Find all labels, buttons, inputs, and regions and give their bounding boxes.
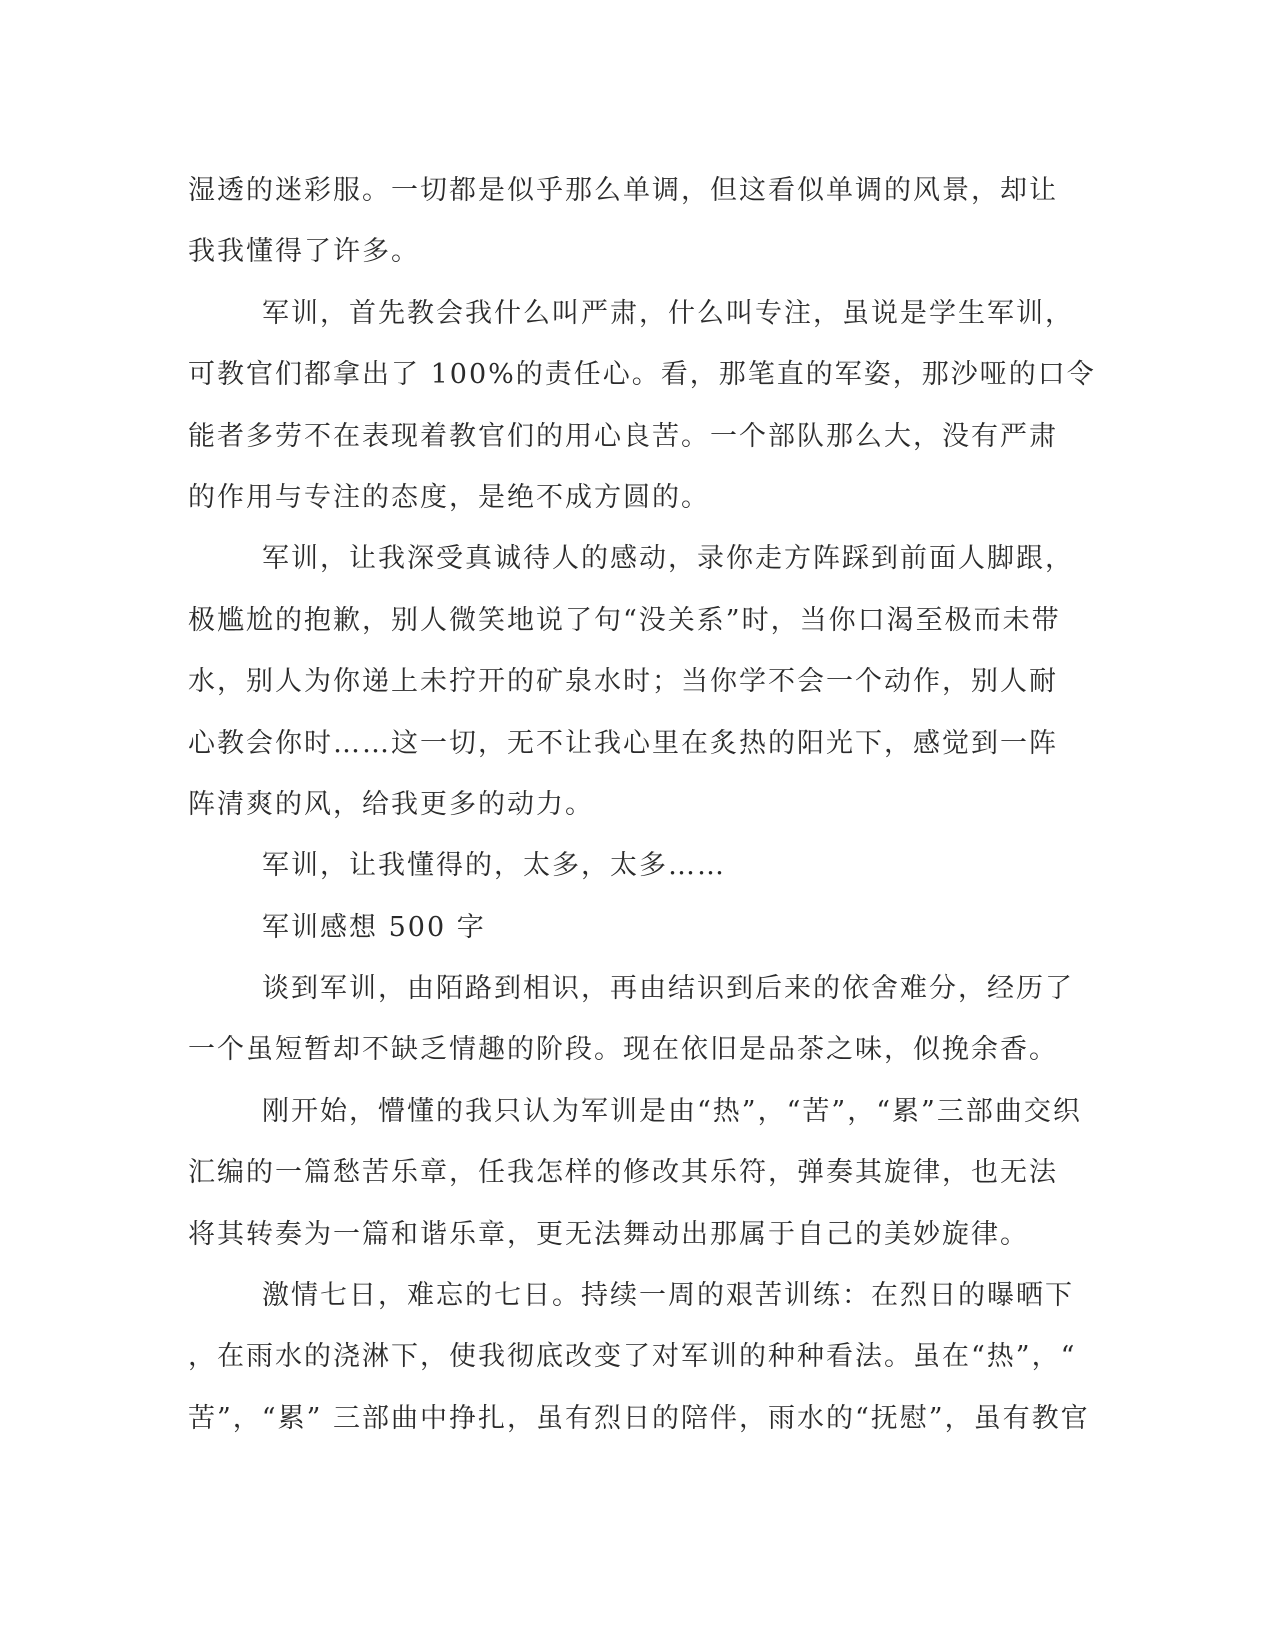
text-line-5: 能者多劳不在表现着教官们的用心良苦。一个部队那么大，没有严肃 xyxy=(188,420,1058,452)
text-line-16: 刚开始，懵懂的我只认为军训是由“热”，“苦”，“累”三部曲交织 xyxy=(262,1095,1082,1127)
text-line-3: 军训，首先教会我什么叫严肃，什么叫专注，虽说是学生军训， xyxy=(262,297,1074,329)
text-line-8: 极尴尬的抱歉，别人微笑地说了句“没关系”时，当你口渴至极而未带 xyxy=(188,604,1061,636)
text-line-21: 苦”，“累” 三部曲中挣扎，虽有烈日的陪伴，雨水的“抚慰”，虽有教官 xyxy=(188,1402,1090,1434)
text-line-15: 一个虽短暂却不缺乏情趣的阶段。现在依旧是品茶之味，似挽余香。 xyxy=(188,1034,1058,1066)
text-line-11: 阵清爽的风，给我更多的动力。 xyxy=(188,788,594,820)
text-line-2: 我我懂得了许多。 xyxy=(188,236,420,268)
text-line-9: 水，别人为你递上未拧开的矿泉水时；当你学不会一个动作，别人耐 xyxy=(188,666,1058,698)
text-line-18: 将其转奏为一篇和谐乐章，更无法舞动出那属于自己的美妙旋律。 xyxy=(188,1218,1029,1250)
text-line-6: 的作用与专注的态度，是绝不成方圆的。 xyxy=(188,481,710,513)
text-line-20: ，在雨水的浇淋下，使我彻底改变了对军训的种种看法。虽在“热”，“ xyxy=(188,1341,1077,1373)
text-line-19: 激情七日，难忘的七日。持续一周的艰苦训练：在烈日的曝晒下 xyxy=(262,1280,1074,1312)
text-line-4: 可教官们都拿出了 100%的责任心。看，那笔直的军姿，那沙哑的口令 xyxy=(188,359,1096,391)
text-line-7: 军训，让我深受真诚待人的感动，录你走方阵踩到前面人脚跟， xyxy=(262,543,1074,575)
text-line-10: 心教会你时……这一切，无不让我心里在炙热的阳光下，感觉到一阵 xyxy=(188,727,1058,759)
text-line-12: 军训，让我懂得的，太多，太多…… xyxy=(262,850,726,882)
text-line-14: 谈到军训，由陌路到相识，再由结识到后来的依舍难分，经历了 xyxy=(262,973,1074,1005)
text-line-17: 汇编的一篇愁苦乐章，任我怎样的修改其乐符，弹奏其旋律，也无法 xyxy=(188,1157,1058,1189)
section-heading: 军训感想 500 字 xyxy=(262,911,486,943)
text-line-1: 湿透的迷彩服。一切都是似乎那么单调，但这看似单调的风景，却让 xyxy=(188,175,1058,206)
document-body xyxy=(188,160,1096,1449)
